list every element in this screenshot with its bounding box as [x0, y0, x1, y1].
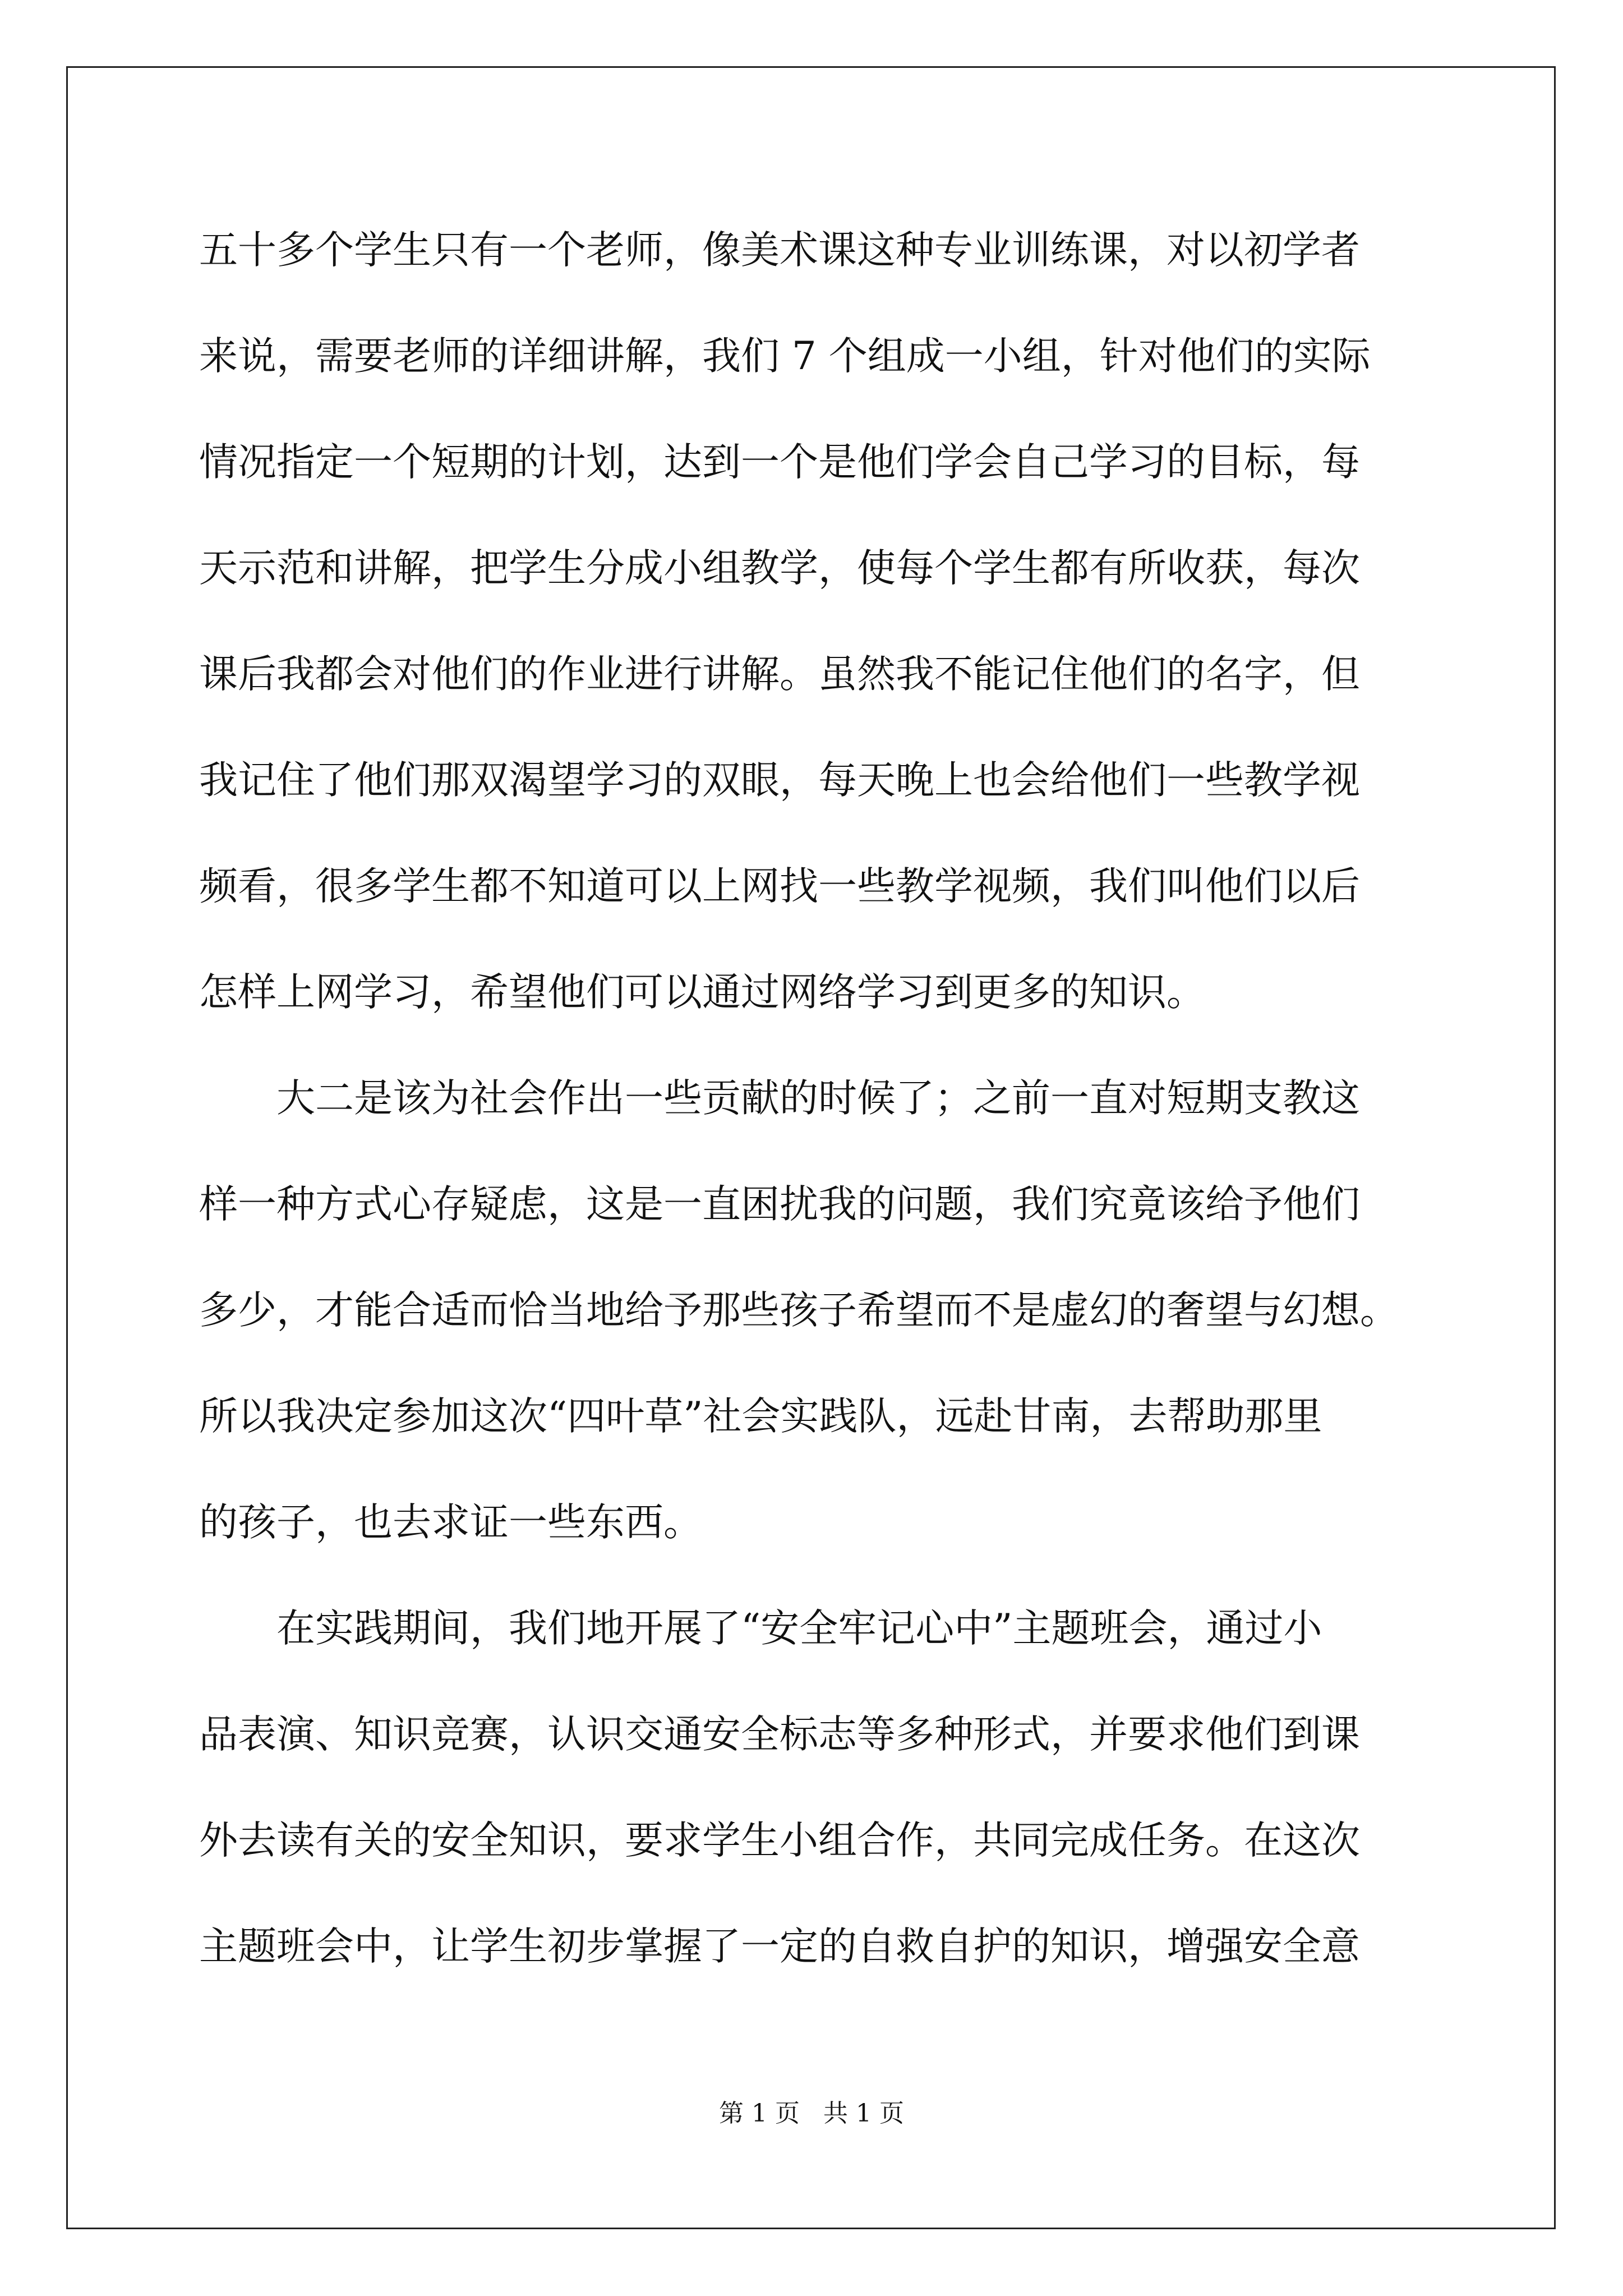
text-line: 的孩子，也去求证一些东西。 — [199, 1500, 702, 1545]
text-line: 品表演、知识竞赛，认识交通安全标志等多种形式，并要求他们到课 — [199, 1712, 1360, 1757]
page-footer: 第 1 页 共 1 页 — [719, 2099, 904, 2128]
text-line: 外去读有关的安全知识，要求学生小组合作，共同完成任务。在这次 — [199, 1818, 1360, 1863]
text-line: 所以我决定参加这次“四叶草”社会实践队，远赴甘南，去帮助那里 — [199, 1394, 1322, 1439]
paragraph-start-line: 大二是该为社会作出一些贡献的时候了；之前一直对短期支教这 — [276, 1076, 1360, 1121]
text-line: 怎样上网学习，希望他们可以通过网络学习到更多的知识。 — [199, 970, 1205, 1015]
text-line: 样一种方式心存疑虑，这是一直困扰我的问题，我们究竟该给予他们 — [199, 1182, 1360, 1227]
text-line: 五十多个学生只有一个老师，像美术课这种专业训练课，对以初学者 — [199, 228, 1360, 273]
document-body — [199, 197, 1433, 2000]
text-line: 主题班会中，让学生初步掌握了一定的自救自护的知识，增强安全意 — [199, 1924, 1360, 1969]
text-line: 情况指定一个短期的计划，达到一个是他们学会自己学习的目标，每 — [199, 440, 1360, 485]
text-line: 频看，很多学生都不知道可以上网找一些教学视频，我们叫他们以后 — [199, 864, 1360, 909]
text-line: 我记住了他们那双渴望学习的双眼，每天晚上也会给他们一些教学视 — [199, 758, 1360, 803]
text-line: 多少，才能合适而恰当地给予那些孩子希望而不是虚幻的奢望与幻想。 — [199, 1288, 1399, 1333]
text-line: 课后我都会对他们的作业进行讲解。虽然我不能记住他们的名字，但 — [199, 652, 1360, 697]
paragraph-start-line: 在实践期间，我们地开展了“安全牢记心中”主题班会，通过小 — [276, 1606, 1322, 1651]
text-line: 天示范和讲解，把学生分成小组教学，使每个学生都有所收获，每次 — [199, 546, 1360, 591]
text-line: 来说，需要老师的详细讲解，我们 7 个组成一小组，针对他们的实际 — [199, 334, 1371, 379]
